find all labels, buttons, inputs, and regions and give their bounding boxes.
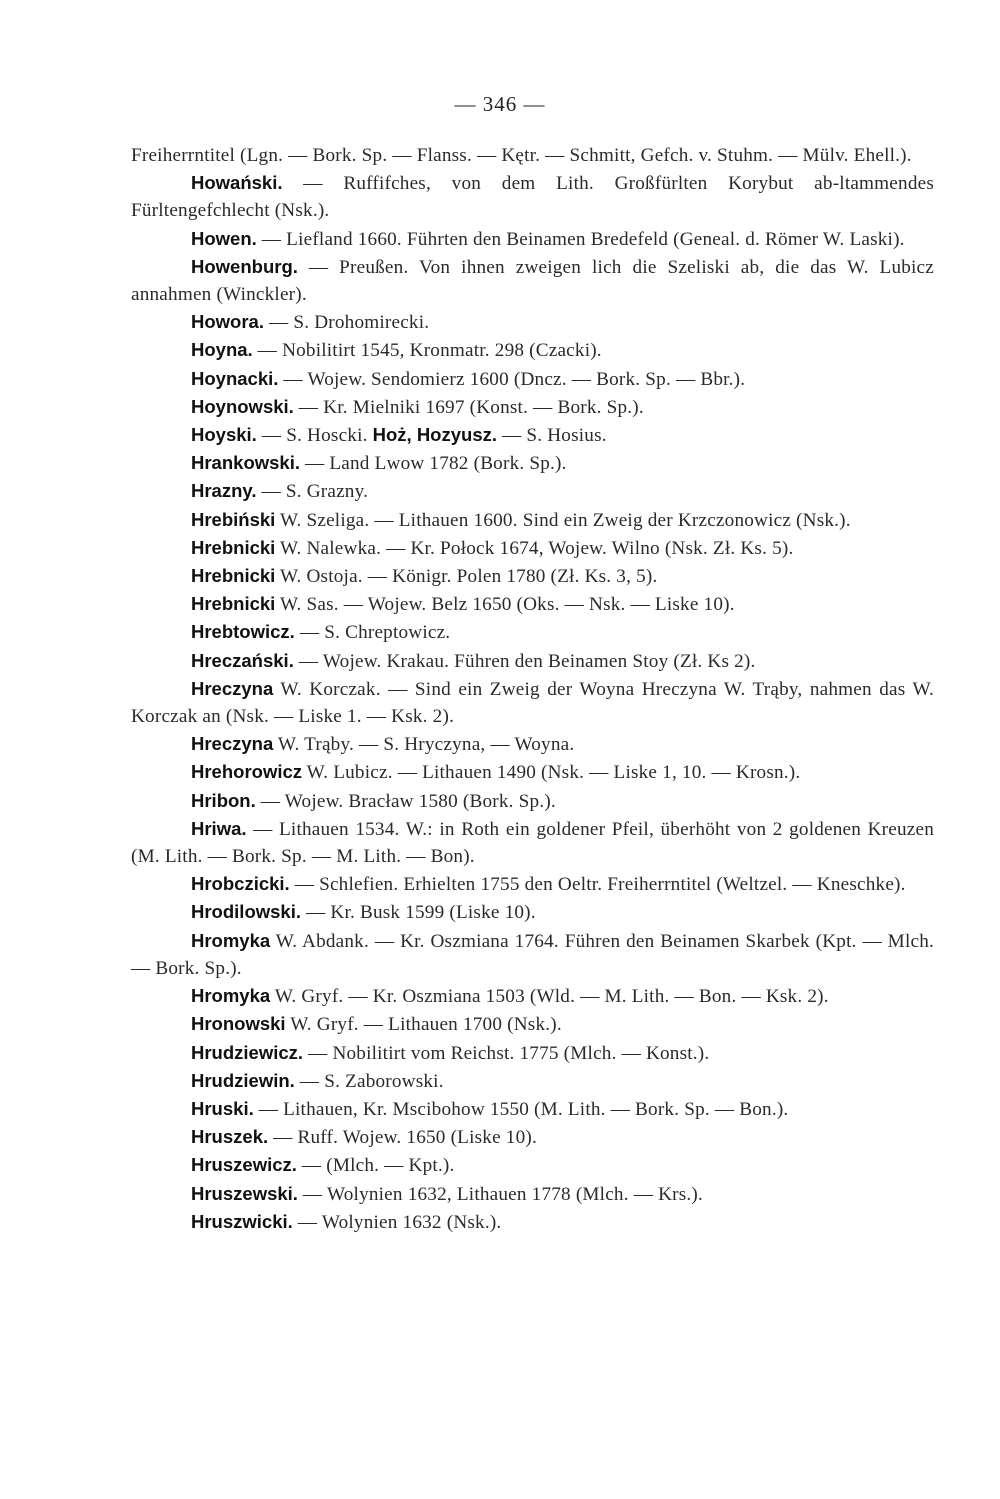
entry xyxy=(131,590,934,618)
entry xyxy=(131,982,934,1010)
entry xyxy=(131,730,934,758)
entry xyxy=(131,815,934,870)
entry-text: — Kr. Mielniki 1697 (Konst. — Bork. Sp.). xyxy=(293,396,644,418)
entry-name: Hreczyna xyxy=(191,677,274,699)
entry-text: — S. Hoscki. xyxy=(256,425,373,447)
entry-name: Hrankowski. xyxy=(191,452,300,474)
entry-text: — S. Chreptowicz. xyxy=(294,622,451,644)
entry-name: Hrebnicki xyxy=(191,593,276,615)
entry-name: Hronowski xyxy=(191,1013,286,1035)
entry-text: — Wolynien 1632, Lithauen 1778 (Mlch. — Krs.). xyxy=(297,1183,703,1205)
entry xyxy=(131,506,934,534)
entry-name: Howora. xyxy=(191,311,264,333)
entry-text: — S. Zaborowski. xyxy=(294,1070,444,1092)
entry-name: Hoyski. xyxy=(191,424,257,446)
entry-text: — S. Hosius. xyxy=(497,425,607,447)
entry-name: Hrehorowicz xyxy=(191,761,303,783)
entry-text: W. Trąby. — S. Hryczyna, — Woyna. xyxy=(273,734,575,756)
entry-name: Hreczański. xyxy=(191,649,294,671)
entry-name: Hreczyna xyxy=(191,733,274,755)
entry xyxy=(131,1208,934,1236)
entry xyxy=(131,647,934,675)
entry xyxy=(131,1010,934,1038)
entry-text: — Kr. Busk 1599 (Liske 10). xyxy=(301,902,536,924)
entry xyxy=(131,169,934,224)
entry xyxy=(131,1123,934,1151)
entry-name: Hromyka xyxy=(191,929,271,951)
entry-name: Hruski. xyxy=(191,1097,254,1119)
entry xyxy=(131,562,934,590)
entry-text: Freiherrntitel (Lgn. — Bork. Sp. — Flanss. — Kętr. — Schmitt, Gefch. v. Stuhm. — Mülv. Ehell.). xyxy=(131,145,912,166)
entry xyxy=(131,477,934,505)
entry xyxy=(131,1180,934,1208)
entry-name: Howański. xyxy=(191,172,283,194)
entry-text: — S. Drohomirecki. xyxy=(263,312,430,334)
entry-text: — Nobilitirt vom Reichst. 1775 (Mlch. — Konst.). xyxy=(303,1042,710,1064)
entry xyxy=(131,787,934,815)
entry-text: — (Mlch. — Kpt.). xyxy=(296,1155,455,1177)
entry-text: — Schlefien. Erhielten 1755 den Oeltr. Freiherrntitel (Weltzel. — Kneschke). xyxy=(289,874,906,896)
page-number: — 346 — xyxy=(454,92,546,116)
entry xyxy=(131,898,934,926)
entry xyxy=(131,534,934,562)
entry xyxy=(131,870,934,898)
entry-text: — Liefland 1660. Führten den Beinamen Bredefeld (Geneal. d. Römer W. Laski). xyxy=(256,228,905,250)
entry-text: W. Abdank. — Kr. Oszmiana 1764. Führen den Beinamen Skarbek (Kpt. — Mlch. — Bork. Sp.). xyxy=(131,930,934,979)
entry-name: Hrebtowicz. xyxy=(191,621,295,643)
entry-text: — Lithauen 1534. W.: in Roth ein goldener Pfeil, überhöht von 2 goldenen Kreuzen (M. Lith. — Bork. Sp. — M. Lith. — Bon). xyxy=(131,818,934,868)
entry xyxy=(131,393,934,421)
entry-list xyxy=(131,142,934,1236)
entry-text: — S. Grazny. xyxy=(256,481,369,503)
entry-name: Hrobczicki. xyxy=(191,873,290,895)
entry-text: W. Gryf. — Kr. Oszmiana 1503 (Wld. — M. Lith. — Bon. — Ksk. 2). xyxy=(270,986,829,1008)
entry-text: W. Szeliga. — Lithauen 1600. Sind ein Zweig der Krzczonowicz (Nsk.). xyxy=(275,509,851,531)
entry-name: Hriwa. xyxy=(191,817,247,839)
entry xyxy=(131,225,934,253)
entry-text: W. Korczak. — Sind ein Zweig der Woyna Hreczyna W. Trąby, nahmen das W. Korczak an (Nsk. — Liske 1. — Ksk. 2). xyxy=(131,678,934,728)
entry-name: Hoyna. xyxy=(191,339,253,361)
entry xyxy=(131,365,934,393)
entry-text: W. Ostoja. — Königr. Polen 1780 (Zł. Ks. 3, 5). xyxy=(275,566,658,588)
entry-name: Hromyka xyxy=(191,985,271,1007)
entry-text: — Wolynien 1632 (Nsk.). xyxy=(292,1211,502,1233)
entry xyxy=(131,675,934,730)
entry xyxy=(131,253,934,308)
entry-name: Howenburg. xyxy=(191,255,298,277)
entry-text: — Lithauen, Kr. Mscibohow 1550 (M. Lith. — Bork. Sp. — Bon.). xyxy=(253,1098,789,1120)
entry-text: W. Nalewka. — Kr. Połock 1674, Wojew. Wilno (Nsk. Zł. Ks. 5). xyxy=(275,537,794,559)
entry xyxy=(131,758,934,786)
entry-name: Hribon. xyxy=(191,789,256,811)
entry-name: Hrebnicki xyxy=(191,536,276,558)
entry-name: Hrudziewin. xyxy=(191,1069,295,1091)
entry-text: W. Sas. — Wojew. Belz 1650 (Oks. — Nsk. — Liske 10). xyxy=(275,594,735,616)
entry-name: Hruszewicz. xyxy=(191,1154,297,1176)
entry-name: Hrazny. xyxy=(191,480,257,502)
entry-name: Hruszwicki. xyxy=(191,1210,293,1232)
entry-name: Hruszek. xyxy=(191,1126,269,1148)
entry-name: Hrebiński xyxy=(191,508,276,530)
entry-text: W. Lubicz. — Lithauen 1490 (Nsk. — Liske 1, 10. — Krosn.). xyxy=(302,762,801,784)
entry xyxy=(131,927,934,982)
entry-text: — Land Lwow 1782 (Bork. Sp.). xyxy=(300,453,567,475)
entry-name: Hrebnicki xyxy=(191,565,276,587)
entry xyxy=(131,449,934,477)
entry xyxy=(131,1039,934,1067)
entry xyxy=(131,618,934,646)
entry xyxy=(131,336,934,364)
entry-name: Hruszewski. xyxy=(191,1182,298,1204)
entry xyxy=(131,1151,934,1179)
entry-text: — Wojew. Sendomierz 1600 (Dncz. — Bork. Sp. — Bbr.). xyxy=(278,368,746,390)
entry-name: Hoynowski. xyxy=(191,395,294,417)
entry-continuation xyxy=(131,142,934,169)
entry-name: Hoynacki. xyxy=(191,367,279,389)
entry-text: — Wojew. Bracław 1580 (Bork. Sp.). xyxy=(255,790,556,812)
entry-text: — Preußen. Von ihnen zweigen lich die Szeliski ab, die das W. Lubicz annahmen (Winckler). xyxy=(131,256,934,306)
entry-name: Hoż, Hozyusz. xyxy=(372,424,497,446)
entry-name: Howen. xyxy=(191,227,257,249)
entry-text: W. Gryf. — Lithauen 1700 (Nsk.). xyxy=(285,1014,562,1036)
entry-name: Hrodilowski. xyxy=(191,901,301,923)
entry xyxy=(131,1067,934,1095)
entry-text: — Nobilitirt 1545, Kronmatr. 298 (Czacki). xyxy=(252,340,602,362)
entry xyxy=(131,1095,934,1123)
entry-text: — Ruffifches, von dem Lith. Großfürlten Korybut ab-ltammendes Fürltengefchlecht (Nsk.). xyxy=(131,173,934,222)
entry-text: — Wojew. Krakau. Führen den Beinamen Stoy (Zł. Ks 2). xyxy=(293,650,756,672)
entry-text: — Ruff. Wojew. 1650 (Liske 10). xyxy=(268,1127,537,1149)
entry xyxy=(131,421,934,449)
entry-name: Hrudziewicz. xyxy=(191,1041,304,1063)
entry xyxy=(131,308,934,336)
